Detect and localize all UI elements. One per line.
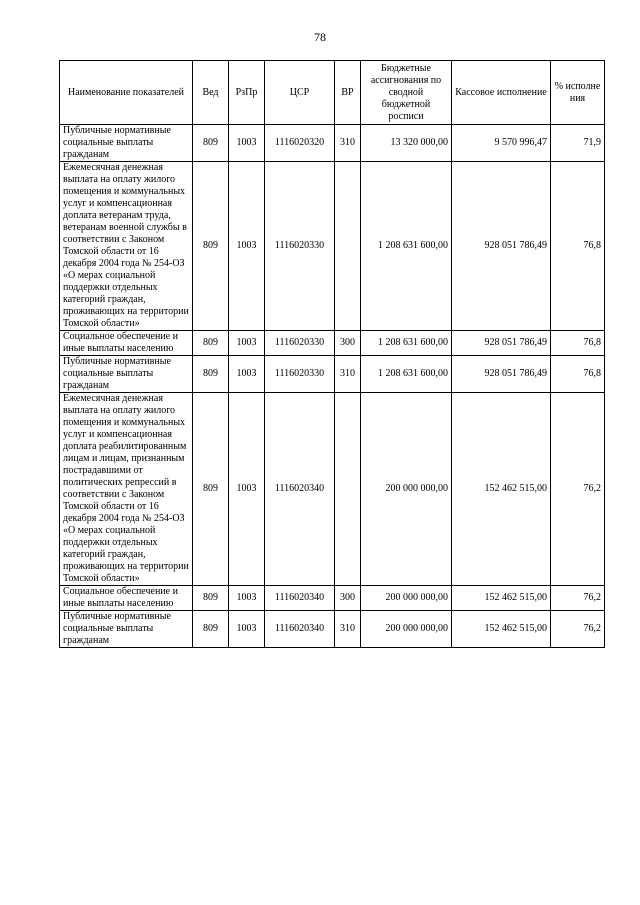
row-percent: 76,2: [551, 611, 605, 648]
row-rzpr: 1003: [229, 125, 265, 162]
row-csr: 1116020330: [265, 162, 335, 331]
row-rzpr: 1003: [229, 611, 265, 648]
row-csr: 1116020340: [265, 586, 335, 611]
row-csr: 1116020330: [265, 331, 335, 356]
row-cash-execution: 9 570 996,47: [452, 125, 551, 162]
row-csr: 1116020340: [265, 611, 335, 648]
row-csr: 1116020320: [265, 125, 335, 162]
row-vr: 310: [335, 125, 361, 162]
row-ved: 809: [193, 125, 229, 162]
row-name: Социальное обеспечение и иные выплаты населению: [60, 586, 193, 611]
row-percent: 76,8: [551, 331, 605, 356]
row-assignments: 13 320 000,00: [361, 125, 452, 162]
row-cash-execution: 152 462 515,00: [452, 611, 551, 648]
row-ved: 809: [193, 356, 229, 393]
row-cash-execution: 152 462 515,00: [452, 586, 551, 611]
row-rzpr: 1003: [229, 586, 265, 611]
row-cash-execution: 928 051 786,49: [452, 162, 551, 331]
row-percent: 76,2: [551, 586, 605, 611]
row-ved: 809: [193, 162, 229, 331]
row-assignments: 1 208 631 600,00: [361, 356, 452, 393]
header-cash-execution: Кассовое исполнение: [452, 61, 551, 125]
table-row: [60, 331, 605, 356]
header-vr: ВР: [335, 61, 361, 125]
row-vr: [335, 393, 361, 586]
row-name: Публичные нормативные социальные выплаты гражданам: [60, 611, 193, 648]
table-row: [60, 611, 605, 648]
row-name: Публичные нормативные социальные выплаты гражданам: [60, 125, 193, 162]
row-cash-execution: 928 051 786,49: [452, 331, 551, 356]
table-row: [60, 125, 605, 162]
row-vr: 300: [335, 586, 361, 611]
row-assignments: 1 208 631 600,00: [361, 331, 452, 356]
table-row: [60, 356, 605, 393]
row-name: Публичные нормативные социальные выплаты гражданам: [60, 356, 193, 393]
row-vr: 300: [335, 331, 361, 356]
row-percent: 76,8: [551, 162, 605, 331]
row-percent: 76,2: [551, 393, 605, 586]
budget-table: [59, 60, 605, 648]
row-percent: 71,9: [551, 125, 605, 162]
row-assignments: 200 000 000,00: [361, 393, 452, 586]
row-name: Ежемесячная денежная выплата на оплату жилого помещения и коммунальных услуг и компенсационная доплата ветеранам труда, ветеранам военной службы в соответствии с Законом Томской области от 16 декабря 2004 года № 254-ОЗ «О мерах социальной поддержки отдельных категорий граждан, проживающих на территории Томской области»: [60, 162, 193, 331]
row-ved: 809: [193, 393, 229, 586]
row-assignments: 200 000 000,00: [361, 586, 452, 611]
row-rzpr: 1003: [229, 393, 265, 586]
table-header-row: [60, 61, 605, 125]
header-rzpr: РзПр: [229, 61, 265, 125]
row-name: Ежемесячная денежная выплата на оплату жилого помещения и коммунальных услуг и компенсационная доплата реабилитированным лицам и лицам, признанным пострадавшими от политических репрессий в соответствии с Законом Томской области от 16 декабря 2004 года № 254-ОЗ «О мерах социальной поддержки отдельных категорий граждан, проживающих на территории Томской области»: [60, 393, 193, 586]
row-ved: 809: [193, 331, 229, 356]
table-row: [60, 586, 605, 611]
row-assignments: 1 208 631 600,00: [361, 162, 452, 331]
row-percent: 76,8: [551, 356, 605, 393]
header-ved: Вед: [193, 61, 229, 125]
row-rzpr: 1003: [229, 331, 265, 356]
row-rzpr: 1003: [229, 162, 265, 331]
page-number: 78: [314, 30, 326, 44]
table-row: [60, 162, 605, 331]
header-percent: % исполне ния: [551, 61, 605, 125]
row-cash-execution: 152 462 515,00: [452, 393, 551, 586]
header-name: Наименование показателей: [60, 61, 193, 125]
header-assignments: Бюджетные ассигнования по сводной бюджетной росписи: [361, 61, 452, 125]
header-csr: ЦСР: [265, 61, 335, 125]
row-cash-execution: 928 051 786,49: [452, 356, 551, 393]
row-vr: 310: [335, 611, 361, 648]
table-row: [60, 393, 605, 586]
row-name: Социальное обеспечение и иные выплаты населению: [60, 331, 193, 356]
row-rzpr: 1003: [229, 356, 265, 393]
row-ved: 809: [193, 611, 229, 648]
row-csr: 1116020330: [265, 356, 335, 393]
row-ved: 809: [193, 586, 229, 611]
row-vr: 310: [335, 356, 361, 393]
row-assignments: 200 000 000,00: [361, 611, 452, 648]
row-csr: 1116020340: [265, 393, 335, 586]
row-vr: [335, 162, 361, 331]
